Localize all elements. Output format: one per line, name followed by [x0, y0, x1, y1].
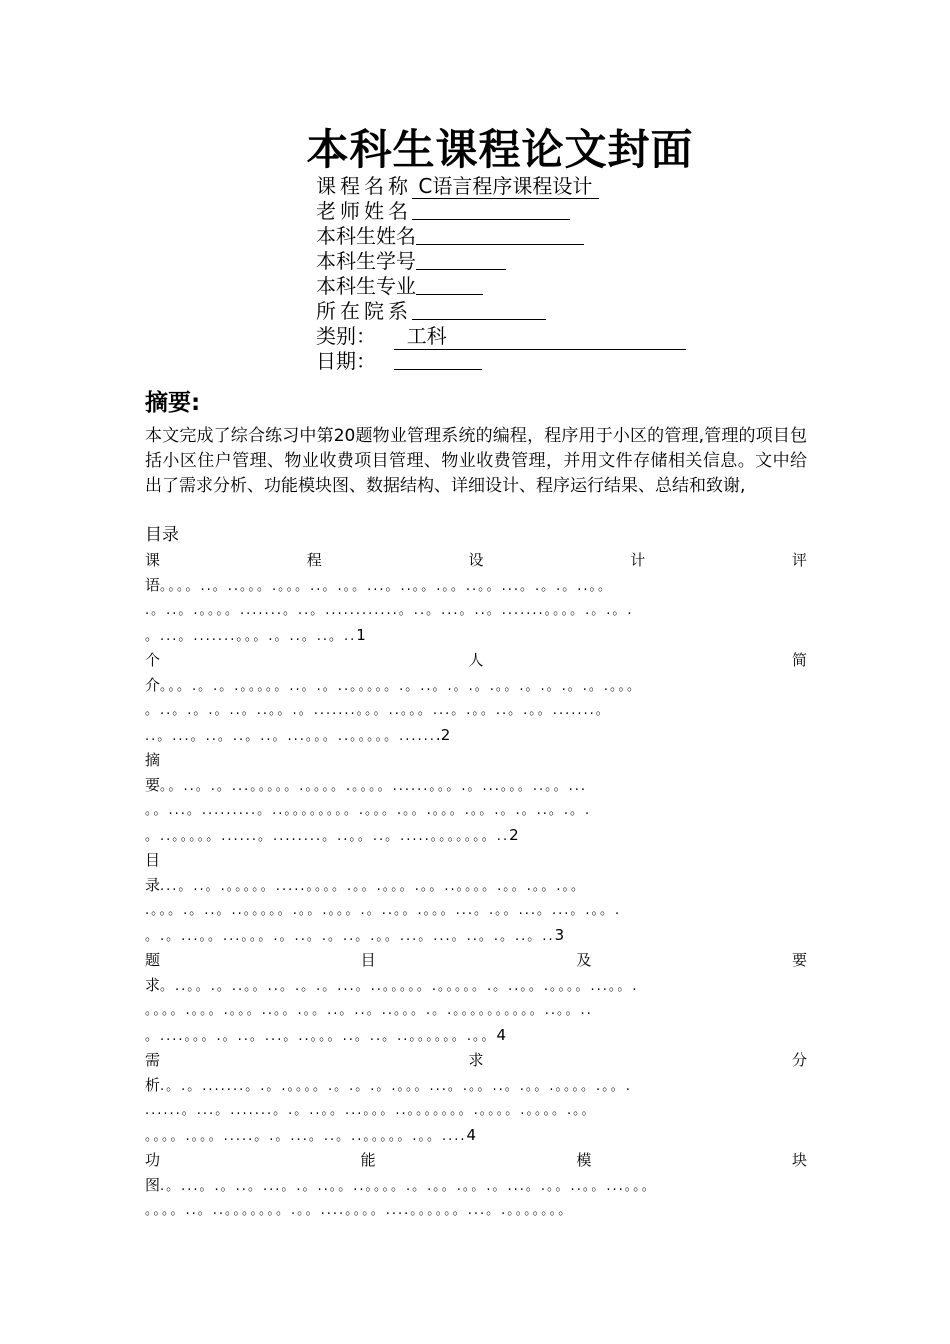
- toc-leader-line: 录...。..。.。。。。。.....。。。。.。。.。。。.。。..。。。。.。。.。。.。。: [145, 876, 587, 894]
- toc-page-number: 4: [466, 1126, 477, 1144]
- toc-entry-title: [145, 748, 807, 773]
- date-row: [316, 349, 686, 374]
- toc-title-last-char: 要: [145, 776, 161, 794]
- toc-title-char: 块: [791, 1151, 807, 1169]
- student-id-row: [316, 249, 686, 274]
- toc-entry: [145, 748, 807, 848]
- toc-entry-title: [145, 548, 807, 573]
- toc-title-last-char: 录: [145, 876, 161, 894]
- toc-leader-line: .。..。.。。。。.......。..。............。..。...。..。.......。。。。.。.。.: [145, 603, 634, 618]
- toc-leader-line: 要。。..。.。...。。。。。.。。。。.。。。。......。。。.。...。。。..。。...: [145, 776, 588, 794]
- toc-title-char: 个: [145, 651, 161, 669]
- toc-leader-line: 。..。。。。。......。........。..。。..。.....。。。。。。。..2: [145, 826, 519, 844]
- teacher-blank: [412, 199, 570, 220]
- teacher-label: 老师姓名: [316, 199, 412, 223]
- course-label: 课程名称: [316, 174, 412, 198]
- toc-leader-line: 。...。.......。。。.。..。..。..1: [145, 626, 366, 644]
- toc-title-char: 设: [468, 551, 484, 569]
- toc-title-char: 题: [145, 951, 161, 969]
- toc-title-char: 功: [145, 1151, 161, 1169]
- date-label: 日期：: [316, 349, 376, 373]
- toc-title-char: 能: [360, 1151, 376, 1169]
- major-blank: [416, 274, 483, 295]
- toc-title-char: 要: [791, 951, 807, 969]
- toc-label: 目录: [145, 525, 179, 545]
- toc-title-char: 目: [145, 851, 161, 869]
- toc-title-char: 及: [576, 951, 592, 969]
- toc-title-last-char: 析: [145, 1076, 161, 1094]
- toc-title-char: 评: [791, 551, 807, 569]
- toc-leader-line: 介。。。.。.。.。。。。。..。.。..。。。。。.。..。.。.。.。。.。.。.。.。.。。。: [145, 676, 643, 694]
- toc-leader-line: 语。。。。..。..。。。.。。。..。.。。...。..。。.。。..。。...。.。.。..。。: [145, 576, 614, 594]
- student-name-row: [316, 224, 686, 249]
- toc-page-number: 2: [509, 826, 519, 844]
- toc-leader-line: 。..。.。.。..。..。。.。.......。。。..。。。...。.。。..。.。。.......。: [145, 703, 611, 718]
- toc-entry: [145, 1148, 807, 1223]
- toc-page-number: 4: [496, 1026, 507, 1044]
- toc-leader-line: ......。...。.......。.。..。。...。。。..。。。。。。。.。。。。.。。。。.。。: [145, 1103, 597, 1118]
- toc-leader-line: ..。...。..。..。..。...。。。..。。。。。.......2: [145, 726, 451, 744]
- toc-page-number: 1: [356, 626, 366, 644]
- toc-title-last-char: 图: [145, 1176, 161, 1194]
- teacher-row: [316, 199, 686, 224]
- department-row: [316, 299, 686, 324]
- toc-leader-line: .。。。.。..。..。。。。。.。。.。。。.。..。。.。。。...。.。。...。...。.。。.: [145, 903, 622, 918]
- table-of-contents: [145, 548, 807, 1223]
- toc-title-char: 程: [306, 551, 322, 569]
- toc-entry: [145, 948, 807, 1048]
- category-row: [316, 324, 686, 349]
- toc-leader-line: 求。..。。.。..。。..。.。.。...。..。。。。。.。。。。。.。..。。.。。。。...。。.: [145, 976, 639, 994]
- toc-entry: [145, 648, 807, 748]
- toc-title-last-char: 语: [145, 576, 161, 594]
- toc-title-char: 求: [468, 1051, 484, 1069]
- student-id-label: 本科生学号: [316, 249, 416, 273]
- toc-entry-title: [145, 848, 807, 873]
- abstract-heading: 摘要:: [145, 390, 201, 416]
- category-value: 工科: [394, 324, 686, 350]
- toc-title-char: 简: [791, 651, 807, 669]
- toc-title-char: 分: [791, 1051, 807, 1069]
- toc-title-char: 需: [145, 1051, 161, 1069]
- toc-title-last-char: 介: [145, 676, 161, 694]
- student-id-blank: [416, 249, 506, 270]
- date-blank: [394, 349, 482, 370]
- toc-page-number: .2: [435, 726, 451, 744]
- toc-leader-line: 。。。。.。。。.....。.。...。..。..。。。。。.。。....4: [145, 1126, 477, 1144]
- toc-title-char: 摘: [145, 751, 161, 769]
- toc-leader-line: 析.。.。.......。.。.。。。。.。.。.。.。。。...。.。。..。.。。.。。。。.。。.: [145, 1076, 632, 1094]
- toc-entry: [145, 1048, 807, 1148]
- abstract-body: 本文完成了综合练习中第20题物业管理系统的编程，程序用于小区的管理,管理的项目包括小区住户管理、物业收费项目管理、物业收费管理，并用文件存储相关信息。文中给出了需求分析、功能模块图、数据结构、详细设计、程序运行结果、总结和致谢,: [145, 426, 807, 496]
- toc-entry-title: [145, 648, 807, 673]
- toc-entry-title: [145, 948, 807, 973]
- cover-title: 本科生课程论文封面: [306, 125, 694, 174]
- toc-title-char: 模: [576, 1151, 592, 1169]
- department-label: 所在院系: [316, 299, 412, 323]
- toc-leader-line: 。。...。.........。..。。。。。。。。.。。。.。。.。。。.。。.。.。..。.。.: [145, 803, 592, 818]
- major-row: [316, 274, 686, 299]
- toc-title-char: 人: [468, 651, 484, 669]
- course-value: C语言程序课程设计: [412, 174, 599, 199]
- course-row: [316, 174, 686, 199]
- toc-title-last-char: 求: [145, 976, 161, 994]
- toc-leader-line: 图.。...。.。..。...。.。..。。..。。。。.。.。。.。。.。...。.。。..。。...。。。: [145, 1176, 657, 1194]
- toc-leader-line: 。....。。。.。..。...。..。。。..。..。..。。。。。。.。。4: [145, 1026, 507, 1044]
- toc-entry: [145, 848, 807, 948]
- toc-entry-title: [145, 1048, 807, 1073]
- toc-entry: [145, 548, 807, 648]
- department-blank: [412, 299, 546, 320]
- major-label: 本科生专业: [316, 274, 416, 298]
- toc-title-char: 计: [630, 551, 646, 569]
- toc-leader-line: 。。。。..。..。。。。。。。.。。....。。。。....。。。。。。...。.。。。。。。。: [145, 1203, 574, 1218]
- category-label: 类别：: [316, 324, 376, 348]
- toc-page-number: 3: [554, 926, 565, 944]
- cover-info: [316, 174, 686, 374]
- toc-leader-line: 。.。...。。...。。。.。..。.。..。.。。...。...。..。.。..。..3: [145, 926, 565, 944]
- toc-entry-title: [145, 1148, 807, 1173]
- student-name-label: 本科生姓名: [316, 224, 416, 248]
- toc-title-char: 目: [360, 951, 376, 969]
- student-name-blank: [416, 224, 584, 245]
- toc-leader-line: 。。。。.。。。.。。。..。。.。。..。..。..。。。.。.。。。。。。。。。。..。。..: [145, 1003, 593, 1018]
- toc-title-char: 课: [145, 551, 161, 569]
